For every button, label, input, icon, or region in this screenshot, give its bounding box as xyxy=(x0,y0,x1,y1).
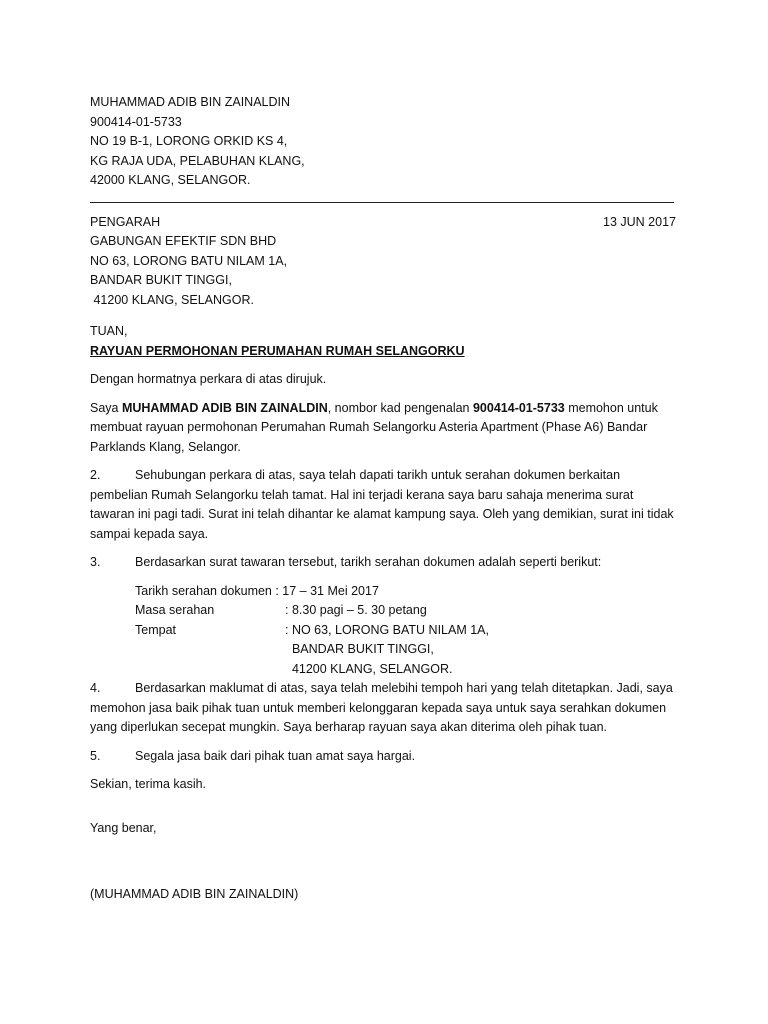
recipient-address-line: BANDAR BUKIT TINGGI, xyxy=(90,273,232,287)
subject: RAYUAN PERMOHONAN PERUMAHAN RUMAH SELANGORKU xyxy=(90,343,465,358)
sender-block xyxy=(90,93,680,191)
schedule-time-row xyxy=(135,601,680,621)
schedule xyxy=(135,582,680,680)
paragraph-text: Berdasarkan maklumat di atas, saya telah melebihi tempoh hari yang telah ditetapkan. Jadi, saya memohon jasa baik pihak tuan untuk memberi kelonggaran kepada saya untuk saya serahkan dokumen yang diperlukan secepat mungkin. Saya berharap rayuan saya akan diterima oleh pihak tuan. xyxy=(90,681,673,734)
paragraph-2 xyxy=(90,466,680,544)
schedule-value: BANDAR BUKIT TINGGI, xyxy=(285,642,434,656)
sender-address-line: 42000 KLANG, SELANGOR. xyxy=(90,173,251,187)
letter-date: 13 JUN 2017 xyxy=(603,214,676,229)
paragraph-number: 2. xyxy=(90,468,101,482)
sender-ic: 900414-01-5733 xyxy=(90,114,182,129)
signature-name: (MUHAMMAD ADIB BIN ZAINALDIN) xyxy=(90,887,299,901)
schedule-place-row xyxy=(135,640,680,660)
paragraph-4 xyxy=(90,679,680,738)
paragraph-1 xyxy=(90,399,680,458)
recipient-block xyxy=(90,213,680,311)
paragraph-text: Segala jasa baik dari pihak tuan amat saya hargai. xyxy=(135,748,416,763)
paragraph-text: Berdasarkan surat tawaran tersebut, tarikh serahan dokumen adalah seperti berikut: xyxy=(135,555,602,569)
recipient-company: GABUNGAN EFEKTIF SDN BHD xyxy=(90,234,277,248)
schedule-date-row: Tarikh serahan dokumen : 17 – 31 Mei 2017 xyxy=(135,583,379,598)
schedule-place-row xyxy=(135,621,680,641)
applicant-name: MUHAMMAD ADIB BIN ZAINALDIN xyxy=(121,400,328,415)
para1-text: , nombor kad pengenalan xyxy=(327,400,473,415)
recipient-address-line: 41200 KLANG, SELANGOR. xyxy=(90,292,254,307)
sender-name: MUHAMMAD ADIB BIN ZAINALDIN xyxy=(90,95,291,109)
closing-line: Sekian, terima kasih. xyxy=(90,777,207,791)
paragraph-number: 4. xyxy=(90,681,101,695)
schedule-label: Tempat xyxy=(135,622,176,637)
paragraph-number: 5. xyxy=(90,748,101,763)
recipient-address-line: NO 63, LORONG BATU NILAM 1A, xyxy=(90,253,288,268)
schedule-place-row xyxy=(135,660,680,680)
para1-text: Saya xyxy=(90,400,122,415)
schedule-label: Masa serahan xyxy=(135,603,215,617)
salutation: TUAN, xyxy=(90,324,128,338)
para1-text: memohon untuk membuat rayuan permohonan Perumahan Rumah Selangorku Asteria Apartment (Phase A6) Bandar Parklands Klang, Selangor. xyxy=(90,400,658,454)
paragraph-3 xyxy=(90,553,680,573)
sender-address-line: KG RAJA UDA, PELABUHAN KLANG, xyxy=(90,153,305,168)
applicant-ic: 900414-01-5733 xyxy=(472,400,565,415)
signoff: Yang benar, xyxy=(90,820,157,835)
schedule-value: : 8.30 pagi – 5. 30 petang xyxy=(285,603,427,617)
letter xyxy=(90,93,680,905)
sender-address-line: NO 19 B-1, LORONG ORKID KS 4, xyxy=(90,134,288,148)
paragraph-5 xyxy=(90,747,680,767)
divider xyxy=(90,202,674,203)
schedule-value: : NO 63, LORONG BATU NILAM 1A, xyxy=(285,622,489,637)
opening-line: Dengan hormatnya perkara di atas dirujuk. xyxy=(90,372,327,386)
paragraph-text: Sehubungan perkara di atas, saya telah dapati tarikh untuk serahan dokumen berkaitan pembelian Rumah Selangorku telah tamat. Hal ini terjadi kerana saya baru sahaja menerima surat tawaran ini pagi tadi. Surat ini telah dihantar ke alamat kampung saya. Oleh yang demikian, surat ini tidak sampai kepada saya. xyxy=(90,468,674,541)
schedule-value: 41200 KLANG, SELANGOR. xyxy=(285,661,453,676)
recipient-title: PENGARAH xyxy=(90,214,161,229)
paragraph-number: 3. xyxy=(90,555,101,569)
